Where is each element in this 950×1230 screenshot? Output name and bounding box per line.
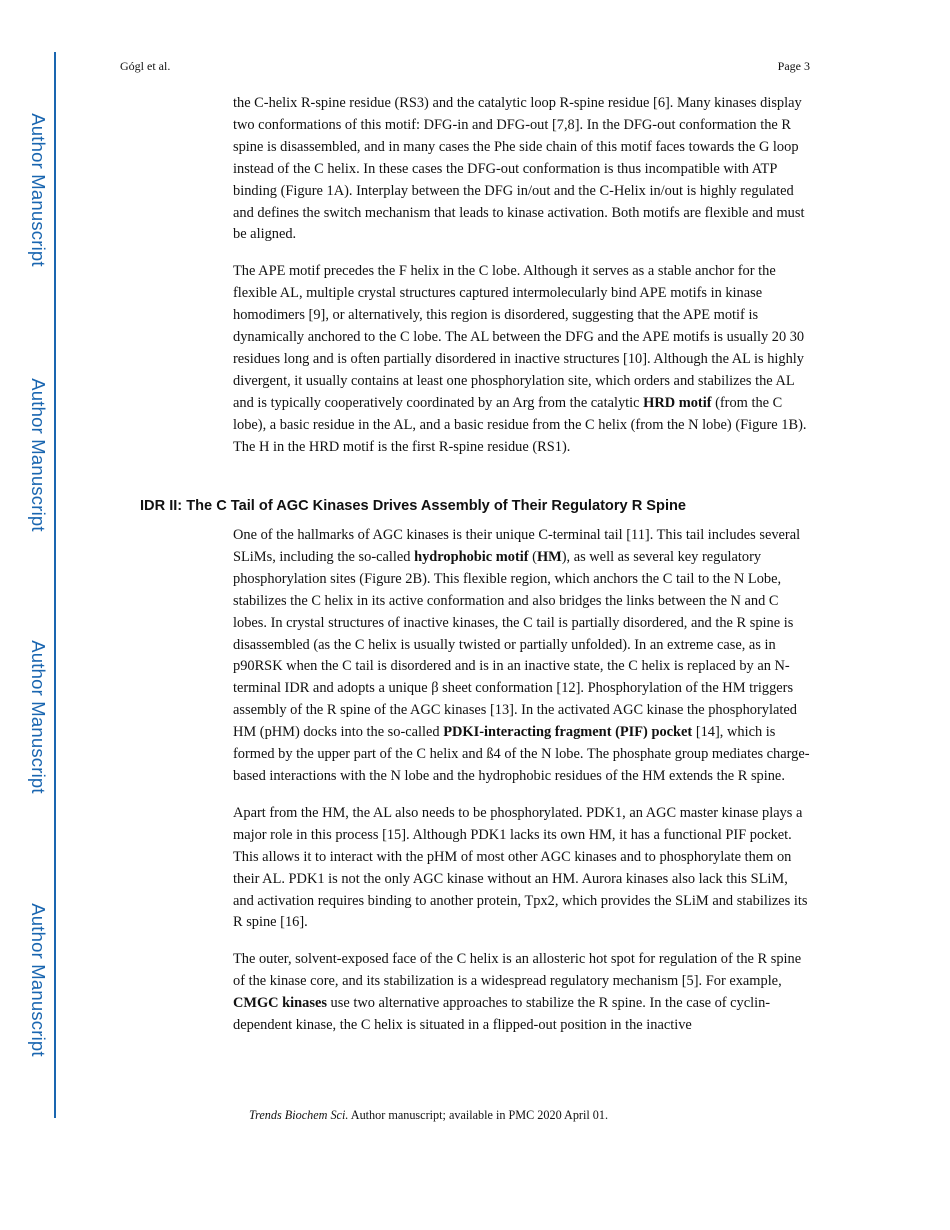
journal-name: Trends Biochem Sci.: [249, 1108, 349, 1122]
paragraph: One of the hallmarks of AGC kinases is their unique C-terminal tail [11]. This tail includes several SLiMs, including the so-called hydrophobic motif (HM), as well as several key regulatory phosphorylation sites (Figure 2B). This flexible region, which anchors the C tail to the N Lobe, stabilizes the C helix in its active conformation and also bridges the links between the N and C lobes. In crystal structures of inactive kinases, the C tail is partially disordered, and the R spine is disassembled (as the C helix is usually twisted or partially unfolded). In an extreme case, as in p90RSK when the C tail is disordered and is in an inactive state, the C helix is replaced by an N-terminal IDR and adopts a unique β sheet conformation [12]. Phosphorylation of the HM triggers assembly of the R spine of the AGC kinases [13]. In the activated AGC kinase the phosphorylated HM (pHM) docks into the so-called PDKI-interacting fragment (PIF) pocket [14], which is formed by the upper part of the C helix and ß4 of the N lobe. The phosphate group mediates charge-based interactions with the N lobe and the hydrophobic residues of the HM extends the R spine.: [233, 527, 810, 784]
bold-term: hydrophobic motif: [414, 548, 529, 565]
running-head-authors: Gógl et al.: [120, 59, 171, 73]
sidebar-rule: [54, 52, 56, 1118]
body-text-bottom: [233, 525, 811, 1052]
bold-term: HRD motif: [643, 394, 712, 411]
footer-citation: Trends Biochem Sci. Author manuscript; available in PMC 2020 April 01.: [249, 1108, 609, 1122]
page-number: Page 3: [777, 59, 810, 73]
bold-term: PDKI-interacting fragment (PIF) pocket: [443, 724, 693, 741]
paragraph: The outer, solvent-exposed face of the C helix is an allosteric hot spot for regulation of the R spine of the kinase core, and its stabilization is a widespread regulatory mechanism [5]. For example, CMGC kinases use two alternative approaches to stabilize the R spine. In the case of cyclin-dependent kinase, the C helix is situated in a flipped-out position in the inactive: [233, 951, 802, 1034]
paragraph: Apart from the HM, the AL also needs to be phosphorylated. PDK1, an AGC master kinase plays a major role in this process [15]. Although PDK1 lacks its own HM, it has a functional PIF pocket. This allows it to interact with the pHM of most other AGC kinases and to phosphorylate them on their AL. PDK1 is not the only AGC kinase without an HM. Aurora kinases also lack this SLiM, and activation requires binding to another protein, Tpx2, which provides the SLiM and stabilizes its R spine [16].: [233, 804, 808, 931]
section-heading: IDR II: The C Tail of AGC Kinases Drives Assembly of Their Regulatory R Spine: [140, 498, 687, 514]
body-text-top: [233, 93, 811, 474]
bold-term: HM: [536, 548, 562, 565]
paragraph: the C-helix R-spine residue (RS3) and the catalytic loop R-spine residue [6]. Many kinases display two conformations of this motif: DFG-in and DFG-out [7,8]. In the DFG-out conformation the R spine is disassembled, and in many cases the Phe side chain of this motif faces towards the G loop instead of the C helix. In these cases the DFG-out conformation is thus incompatible with ATP binding (Figure 1A). Interplay between the DFG in/out and the C-Helix in/out is highly regulated and defines the switch mechanism that leads to kinase activation. Both motifs are flexible and must be aligned.: [233, 95, 805, 243]
bold-term: CMGC kinases: [233, 995, 327, 1012]
paragraph: The APE motif precedes the F helix in the C lobe. Although it serves as a stable anchor for the flexible AL, multiple crystal structures captured intermolecularly bind APE motifs in kinase homodimers [9], or alternatively, this region is disordered, suggesting that the APE motif is dynamically anchored to the C lobe. The AL between the DFG and the APE motifs is usually 20 30 residues long and is often partially disordered in inactive structures [10]. Although the AL is highly divergent, it usually contains at least one phosphorylation site, which orders and stabilizes the AL and is typically cooperatively coordinated by an Arg from the catalytic HRD motif (from the C lobe), a basic residue in the AL, and a basic residue from the C helix (from the N lobe) (Figure 1B). The H in the HRD motif is the first R-spine residue (RS1).: [233, 263, 807, 455]
